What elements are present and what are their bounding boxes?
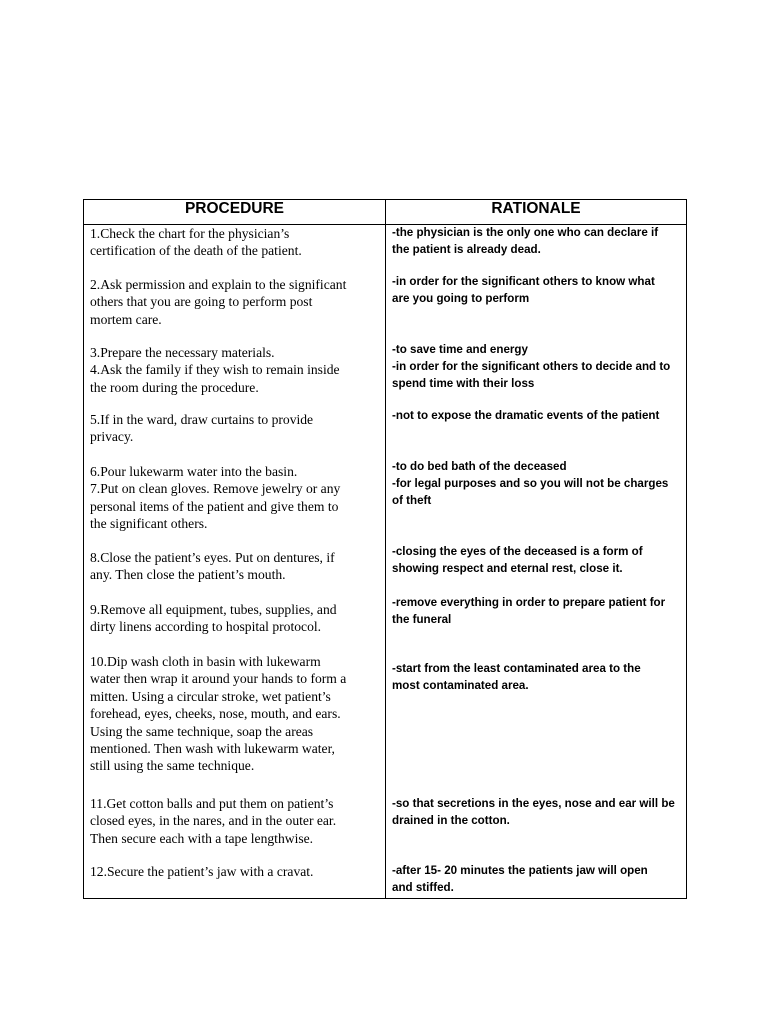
- procedure-step-line: 5.If in the ward, draw curtains to provide: [90, 412, 314, 427]
- rationale-entry-3: [392, 341, 684, 392]
- header-row: [84, 200, 687, 225]
- rationale-entry-line: -the physician is the only one who can declare if: [392, 226, 659, 239]
- procedure-step-2: [90, 276, 380, 328]
- rationale-entry-line: -remove everything in order to prepare patient for: [392, 596, 666, 609]
- procedure-step-line: personal items of the patient and give them to: [90, 498, 339, 514]
- rationale-entry-2: [392, 273, 684, 307]
- procedure-header: PROCEDURE: [84, 200, 386, 225]
- procedure-step-8: [90, 653, 380, 775]
- rationale-entry-line: -to do bed bath of the deceased: [392, 460, 567, 473]
- rationale-entry-line: -not to expose the dramatic events of the patient: [392, 409, 660, 422]
- procedure-step-line: closed eyes, in the nares, and in the outer ear.: [90, 813, 337, 829]
- procedure-step-line: the room during the procedure.: [90, 379, 259, 395]
- procedure-step-4: [90, 411, 380, 446]
- procedure-step-line: 12.Secure the patient’s jaw with a cravat.: [90, 864, 314, 879]
- rationale-entry-line: showing respect and eternal rest, close it.: [392, 562, 623, 575]
- rationale-entry-line: spend time with their loss: [392, 377, 535, 390]
- rationale-entry-6: [392, 543, 684, 577]
- procedure-step-line: still using the same technique.: [90, 758, 255, 774]
- procedure-step-line: 6.Pour lukewarm water into the basin.: [90, 464, 298, 479]
- procedure-step-line: the significant others.: [90, 516, 208, 532]
- procedure-step-9: [90, 795, 380, 847]
- rationale-entry-5: [392, 458, 684, 509]
- rationale-entry-line: -to save time and energy: [392, 343, 528, 356]
- rationale-entry-line: -closing the eyes of the deceased is a form of: [392, 545, 643, 558]
- procedure-step-line: dirty linens according to hospital protocol.: [90, 619, 322, 635]
- procedure-step-6: [90, 549, 380, 584]
- rationale-entry-line: of theft: [392, 494, 432, 507]
- rationale-entry-line: most contaminated area.: [392, 679, 529, 692]
- rationale-entry-line: -after 15- 20 minutes the patients jaw will open: [392, 864, 648, 877]
- procedure-step-line: 9.Remove all equipment, tubes, supplies, and: [90, 602, 337, 617]
- procedure-step-7: [90, 601, 380, 636]
- rationale-entry-1: [392, 224, 684, 258]
- rationale-entry-9: [392, 795, 684, 829]
- rationale-entries: [386, 225, 686, 898]
- rationale-entry-line: the funeral: [392, 613, 452, 626]
- procedure-step-5: [90, 463, 380, 533]
- rationale-entry-line: -so that secretions in the eyes, nose and ear will be: [392, 797, 675, 810]
- procedure-step-line: 7.Put on clean gloves. Remove jewelry or any: [90, 481, 341, 497]
- procedure-step-line: Using the same technique, soap the areas: [90, 723, 314, 739]
- procedure-step-10: [90, 863, 380, 880]
- rationale-entry-line: and stiffed.: [392, 881, 454, 894]
- procedure-step-line: 4.Ask the family if they wish to remain inside: [90, 362, 340, 378]
- rationale-entry-10: [392, 862, 684, 896]
- procedure-step-line: 2.Ask permission and explain to the significant: [90, 277, 347, 292]
- procedure-step-line: 11.Get cotton balls and put them on patient’s: [90, 796, 334, 811]
- rationale-entry-line: -in order for the significant others to decide and to: [392, 360, 671, 373]
- procedure-step-line: 1.Check the chart for the physician’s: [90, 226, 290, 241]
- rationale-column: [386, 225, 687, 899]
- procedure-step-line: certification of the death of the patient.: [90, 243, 302, 259]
- procedure-step-line: 8.Close the patient’s eyes. Put on dentures, if: [90, 550, 335, 565]
- rationale-entry-line: drained in the cotton.: [392, 814, 510, 827]
- procedure-step-line: 3.Prepare the necessary materials.: [90, 345, 275, 360]
- procedure-step-line: Then secure each with a tape lengthwise.: [90, 830, 314, 846]
- rationale-entry-line: the patient is already dead.: [392, 243, 541, 256]
- procedure-step-line: 10.Dip wash cloth in basin with lukewarm: [90, 654, 321, 669]
- content-row: [84, 225, 687, 899]
- procedure-step-line: others that you are going to perform post: [90, 294, 313, 310]
- procedure-column: [84, 225, 386, 899]
- rationale-entry-4: [392, 407, 684, 424]
- procedure-step-line: mortem care.: [90, 311, 162, 327]
- procedure-step-line: mitten. Using a circular stroke, wet patient’s: [90, 688, 331, 704]
- rationale-entry-line: -for legal purposes and so you will not be charges: [392, 477, 669, 490]
- procedure-step-line: privacy.: [90, 429, 134, 445]
- rationale-entry-7: [392, 594, 684, 628]
- procedure-step-line: forehead, eyes, cheeks, nose, mouth, and ears.: [90, 706, 341, 722]
- procedure-step-line: any. Then close the patient’s mouth.: [90, 567, 286, 583]
- procedure-step-3: [90, 344, 380, 396]
- rationale-header: RATIONALE: [386, 200, 687, 225]
- rationale-entry-line: -in order for the significant others to know what: [392, 275, 655, 288]
- procedure-steps: [84, 225, 385, 898]
- rationale-entry-line: are you going to perform: [392, 292, 530, 305]
- post-mortem-care-table: [83, 199, 687, 899]
- rationale-entry-8: [392, 660, 684, 694]
- procedure-step-line: water then wrap it around your hands to form a: [90, 671, 347, 687]
- rationale-entry-line: -start from the least contaminated area to the: [392, 662, 641, 675]
- procedure-step-1: [90, 225, 380, 260]
- procedure-step-line: mentioned. Then wash with lukewarm water,: [90, 741, 335, 757]
